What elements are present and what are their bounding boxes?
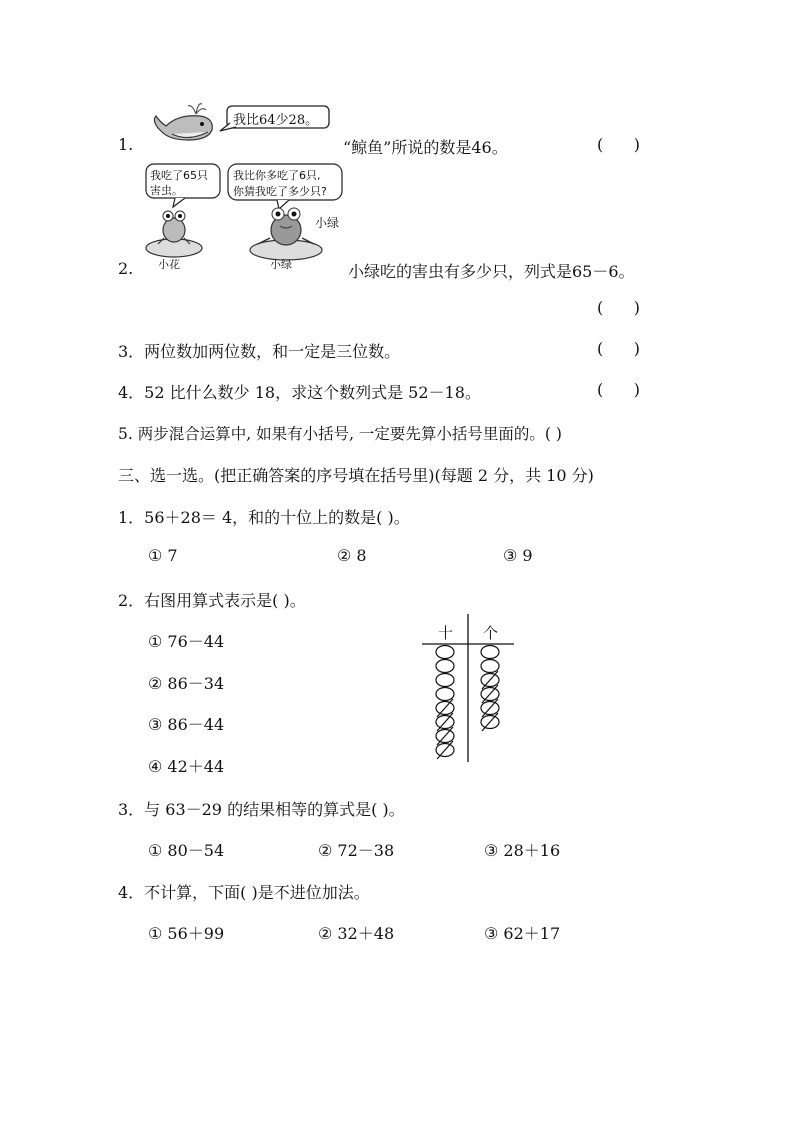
s3-q1-question: 1．56＋28＝ 4，和的十位上的数是( )。 — [118, 508, 410, 527]
s3-q1-option-1[interactable]: ① 7 — [148, 546, 178, 565]
s3-q1-option-3[interactable]: ③ 9 — [503, 546, 533, 565]
tens-circle — [436, 688, 454, 701]
s3-q2-question: 2．右图用算式表示是( )。 — [118, 591, 306, 610]
q2-number: 2. — [118, 259, 134, 278]
s3-q3-option-3[interactable]: ③ 28＋16 — [484, 841, 561, 860]
label-xiaohua: 小花 — [158, 258, 180, 271]
frog-right-bubble-line2: 你猜我吃了多少只? — [233, 185, 327, 198]
ones-circle — [481, 660, 499, 673]
s3-q2-option-1[interactable]: ① 76－44 — [148, 632, 225, 651]
q4-answer-paren[interactable]: ( ) — [597, 380, 640, 399]
section3-title: 三、选一选。(把正确答案的序号填在括号里)(每题 2 分，共 10 分) — [118, 466, 594, 485]
s3-q3-option-1[interactable]: ① 80－54 — [148, 841, 225, 860]
s3-q4-option-2[interactable]: ② 32＋48 — [318, 924, 395, 943]
tens-circle — [436, 646, 454, 659]
label-xiaolv-top: 小绿 — [315, 216, 340, 230]
q5-statement: 5. 两步混合运算中, 如果有小括号, 一定要先算小括号里面的。( ) — [118, 425, 562, 443]
label-xiaolv: 小绿 — [270, 258, 292, 271]
s3-q4-option-3[interactable]: ③ 62＋17 — [484, 924, 561, 943]
q1-number: 1. — [118, 135, 134, 154]
frog-right-bubble-line1: 我比你多吃了6只, — [233, 169, 321, 182]
tens-circle — [436, 674, 454, 687]
whale-speech-text: 我比64少28。 — [233, 113, 319, 128]
ones-circle — [481, 646, 499, 659]
s3-q3-option-2[interactable]: ② 72－38 — [318, 841, 395, 860]
q2-statement: 小绿吃的害虫有多少只，列式是65－6。 — [348, 262, 635, 281]
s3-q2-option-4[interactable]: ④ 42＋44 — [148, 757, 225, 776]
frog-left-bubble-line2: 害虫。 — [150, 184, 183, 197]
s3-q4-option-1[interactable]: ① 56＋99 — [148, 924, 225, 943]
s3-q4-question: 4．不计算，下面( )是不进位加法。 — [118, 883, 370, 902]
q1-answer-paren[interactable]: ( ) — [597, 135, 640, 154]
s3-q2-option-2[interactable]: ② 86－34 — [148, 674, 225, 693]
q1-statement: “鲸鱼”所说的数是46。 — [343, 138, 508, 157]
tens-circle — [436, 660, 454, 673]
q4-statement: 4．52 比什么数少 18，求这个数列式是 52－18。 — [118, 383, 481, 402]
s3-q1-option-2[interactable]: ② 8 — [337, 546, 367, 565]
tens-header: 十 — [438, 624, 454, 642]
frog-xiaohua-illustration — [144, 202, 204, 262]
frog-left-bubble-line1: 我吃了65只 — [150, 169, 208, 182]
frog-xiaolv-illustration — [246, 200, 326, 262]
s3-q2-option-3[interactable]: ③ 86－44 — [148, 715, 225, 734]
q3-statement: 3．两位数加两位数，和一定是三位数。 — [118, 342, 401, 361]
place-value-table — [420, 614, 520, 764]
whale-illustration — [148, 100, 228, 150]
place-value-chart — [420, 614, 520, 764]
q3-answer-paren[interactable]: ( ) — [597, 339, 640, 358]
q2-answer-paren[interactable]: ( ) — [597, 298, 640, 317]
s3-q3-question: 3．与 63－29 的结果相等的算式是( )。 — [118, 800, 405, 819]
ones-header: 个 — [483, 624, 499, 642]
